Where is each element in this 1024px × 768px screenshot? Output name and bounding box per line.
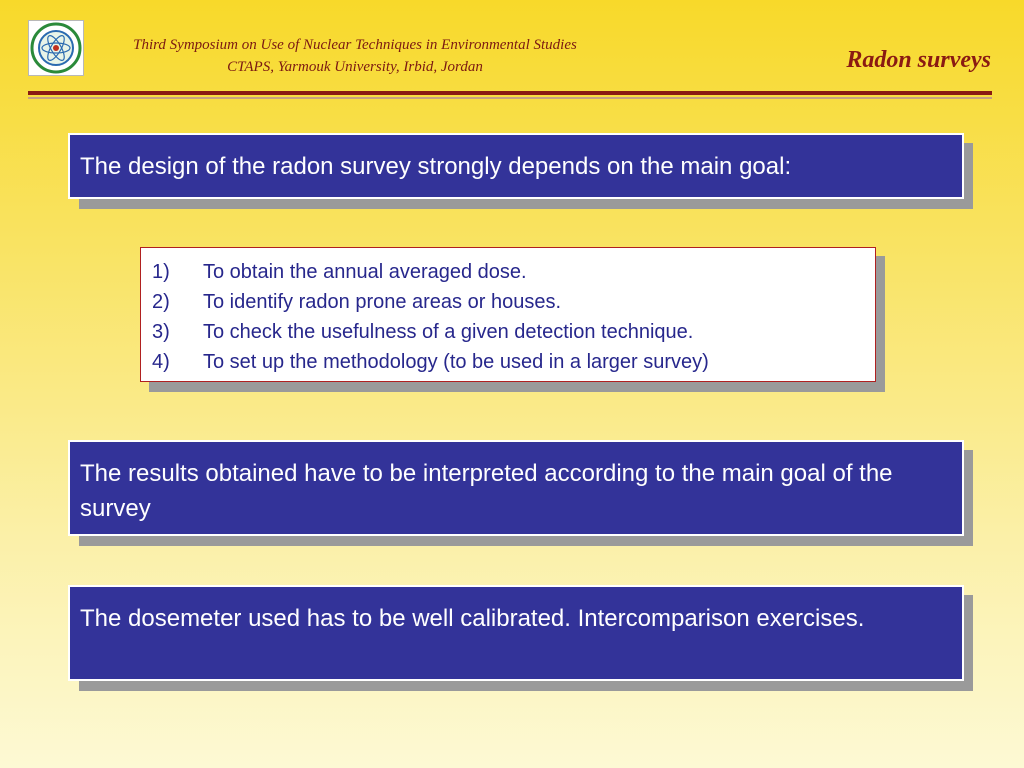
calibration-text: The dosemeter used has to be well calibrated. Intercomparison exercises. [80,605,865,632]
header-divider-thin [28,97,992,99]
list-item: 3) To check the usefulness of a given detection technique. [152,321,694,343]
header-divider [28,91,992,95]
symposium-header [80,34,630,78]
symposium-title: Third Symposium on Use of Nuclear Techniques in Environmental Studies [133,37,577,53]
goals-list-box [140,247,876,382]
main-goal-box [68,133,964,199]
list-item: 1) To obtain the annual averaged dose. [152,261,527,283]
slide-title: Radon surveys [846,47,991,73]
calibration-box [68,585,964,681]
list-item: 2) To identify radon prone areas or houses. [152,291,561,313]
goals-list [152,257,875,377]
interpretation-text: The results obtained have to be interpreted according to the main goal of the survey [80,460,893,522]
list-item: 4) To set up the methodology (to be used in a larger survey) [152,351,709,373]
symposium-venue: CTAPS, Yarmouk University, Irbid, Jordan [227,59,483,75]
symposium-logo [28,20,84,76]
interpretation-box [68,440,964,536]
main-goal-text: The design of the radon survey strongly depends on the main goal: [80,153,792,180]
